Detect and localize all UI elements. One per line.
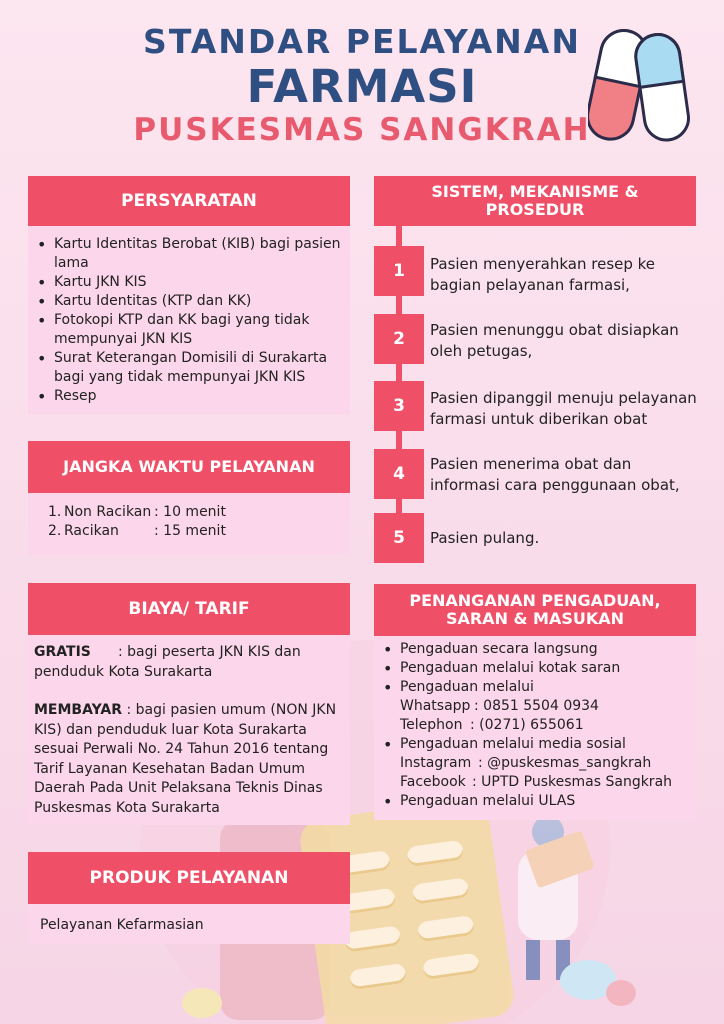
list-item: • Fotokopi KTP dan KK bagi yang tidak mempunyai JKN KIS (34, 311, 346, 349)
pengaduan-header: PENANGANAN PENGADUAN, SARAN & MASUKAN (374, 584, 696, 636)
gratis-text: : bagi peserta JKN KIS dan penduduk Kota Surakarta (34, 644, 301, 680)
list-item-label: Pengaduan melalui (400, 679, 534, 695)
step-number: 2 (374, 314, 424, 364)
telephon-label: Telephon (400, 717, 463, 733)
persyaratan-list (34, 235, 346, 406)
whatsapp-value: : 0851 5504 0934 (474, 698, 599, 714)
biaya-membayar (34, 701, 350, 818)
biaya-gratis (34, 643, 334, 682)
row-number: 1. (48, 504, 62, 520)
persyaratan-header: PERSYARATAN (28, 176, 350, 226)
step-number: 3 (374, 381, 424, 431)
jangka-waktu-row (48, 503, 348, 523)
list-item: • Pengaduan melalui kotak saran (380, 659, 696, 678)
step-text: Pasien menerima obat dan informasi cara penggunaan obat, (430, 455, 680, 494)
prosedur-header: SISTEM, MEKANISME & PROSEDUR (374, 176, 696, 226)
step-number: 5 (374, 513, 424, 563)
step-text: Pasien menunggu obat disiapkan oleh petugas, (430, 321, 679, 360)
list-item (380, 678, 696, 735)
row-value: : 15 menit (154, 523, 226, 539)
telephon-value: : (0271) 655061 (470, 717, 584, 733)
jangka-waktu-header: JANGKA WAKTU PELAYANAN (28, 441, 350, 493)
whatsapp-label: Whatsapp (400, 698, 471, 714)
membayar-text: : bagi pasien umum (NON JKN KIS) dan penduduk luar Kota Surakarta sesuai Perwali No. 24 Tahun 2016 tentang Tarif Layanan Kesehatan Badan Umum Daerah Pada Unit Pelaksana Teknis Dinas Puskesmas Kota Surakarta (34, 702, 337, 816)
gratis-label: GRATIS (34, 644, 91, 660)
step-text: Pasien menyerahkan resep ke bagian pelayanan farmasi, (430, 255, 656, 294)
membayar-label: MEMBAYAR (34, 702, 123, 718)
instagram-value: : @puskesmas_sangkrah (478, 755, 652, 771)
row-label: Racikan (64, 523, 119, 539)
step-text: Pasien dipanggil menuju pelayanan farmasi untuk diberikan obat (430, 389, 697, 428)
row-value: : 10 menit (154, 504, 226, 520)
facebook-value: : UPTD Puskesmas Sangkrah (472, 774, 673, 790)
produk-text: Pelayanan Kefarmasian (40, 917, 204, 933)
list-item: • Kartu Identitas (KTP dan KK) (34, 292, 346, 311)
step-number: 4 (374, 449, 424, 499)
facebook-label: Facebook (400, 774, 466, 790)
list-item (380, 735, 696, 792)
jangka-waktu-row (48, 522, 348, 542)
list-item: • Pengaduan secara langsung (380, 640, 696, 659)
tablet-illustration (182, 988, 222, 1018)
step-number: 1 (374, 246, 424, 296)
instagram-label: Instagram (400, 755, 472, 771)
title-line-2: FARMASI (246, 60, 478, 113)
title-line-3: PUSKESMAS SANGKRAH (133, 112, 591, 148)
row-label: Non Racikan (64, 504, 152, 520)
row-number: 2. (48, 523, 62, 539)
title-line-1: STANDAR PELAYANAN (143, 22, 581, 61)
biaya-header: BIAYA/ TARIF (28, 583, 350, 635)
step-text: Pasien pulang. (430, 529, 540, 547)
produk-header: PRODUK PELAYANAN (28, 852, 350, 904)
tablet-illustration (606, 980, 636, 1006)
list-item-label: Pengaduan melalui media sosial (400, 736, 626, 752)
list-item: • Resep (34, 387, 346, 406)
list-item: • Kartu JKN KIS (34, 273, 346, 292)
list-item: • Kartu Identitas Berobat (KIB) bagi pasien lama (34, 235, 346, 273)
list-item: • Pengaduan melalui ULAS (380, 792, 696, 811)
list-item: • Surat Keterangan Domisili di Surakarta bagi yang tidak mempunyai JKN KIS (34, 349, 346, 387)
pengaduan-list (380, 640, 696, 811)
